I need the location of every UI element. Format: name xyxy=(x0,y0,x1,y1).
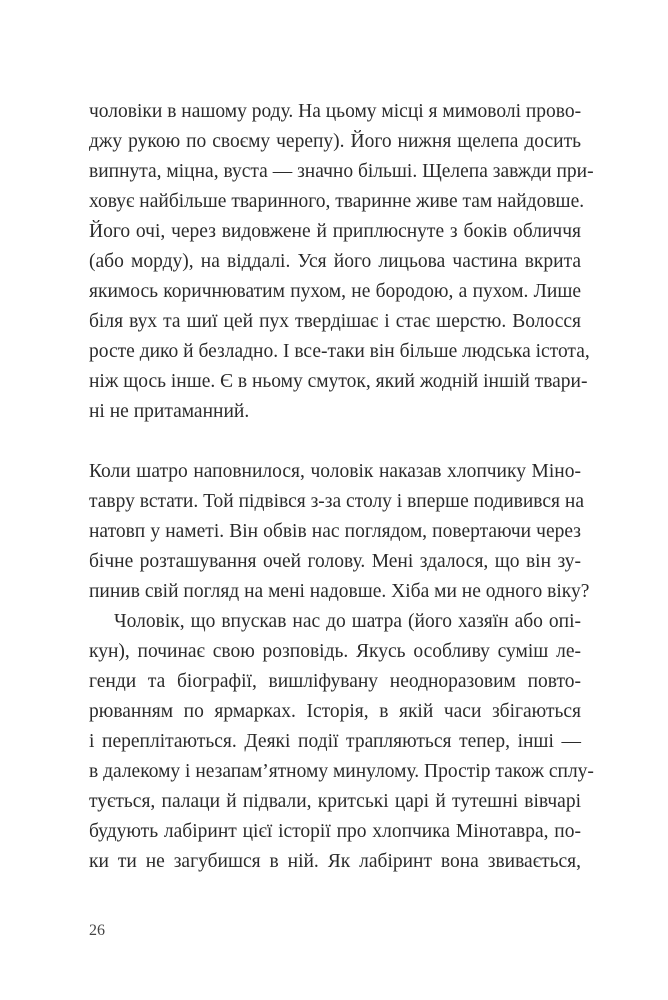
text-line: пинив свій погляд на мені надовше. Хіба ми не одного віку? xyxy=(89,581,590,602)
text-line: тавру встати. Той підвівся з-за столу і вперше подивився на xyxy=(89,491,584,512)
paragraph xyxy=(89,97,594,427)
text-line: ховує найбільше тваринного, тваринне живе там найдовше. xyxy=(89,191,585,212)
text-line: бічне розташування очей голову. Мені здалося, що він зу- xyxy=(89,551,581,572)
text-line: чоловіки в нашому роду. На цьому місці я мимоволі прово- xyxy=(89,101,582,122)
text-line: в далекому і незапам’ятному минулому. Простір також сплу- xyxy=(89,761,594,782)
text-line: і переплітаються. Деякі події трапляються тепер, інші — xyxy=(89,731,581,752)
text-line: рюванням по ярмарках. Історія, в якій часи збігаються xyxy=(89,701,581,722)
text-line: будують лабіринт цієї історії про хлопчика Мінотавра, по- xyxy=(89,821,581,842)
text-line: випнута, міцна, вуста — значно більші. Щелепа завжди при- xyxy=(89,161,594,182)
page-number: 26 xyxy=(89,922,105,939)
paragraph xyxy=(89,607,594,877)
text-line: джу рукою по своєму черепу). Його нижня щелепа досить xyxy=(89,131,581,152)
text-line: кун), починає свою розповідь. Якусь особливу суміш ле- xyxy=(89,641,581,662)
paragraph xyxy=(89,457,590,607)
text-line: якимось коричнюватим пухом, не бородою, а пухом. Лише xyxy=(89,281,581,302)
text-line: (або морду), на віддалі. Уся його лицьова частина вкрита xyxy=(89,251,581,272)
text-line: Коли шатро наповнилося, чоловік наказав хлопчику Міно- xyxy=(89,461,581,482)
text-line: ки ти не загубишся в ній. Як лабіринт вона звивається, xyxy=(89,851,581,872)
text-line: ніж щось інше. Є в ньому смуток, який жодній іншій твари- xyxy=(89,371,588,392)
text-line: Чоловік, що впускав нас до шатра (його хазяїн або опі- xyxy=(114,611,581,632)
section-break xyxy=(89,427,581,457)
text-line: натовп у наметі. Він обвів нас поглядом, повертаючи через xyxy=(89,521,581,542)
text-line: біля вух та шиї цей пух твердішає і стає шерстю. Волосся xyxy=(89,311,581,332)
text-line: генди та біографії, вишліфувану неодноразовим повто- xyxy=(89,671,581,692)
text-line: росте дико й безладно. І все-таки він більше людська істота, xyxy=(89,341,590,362)
body-text xyxy=(89,97,594,877)
text-line: Його очі, через видовжене й приплюснуте з боків обличчя xyxy=(89,221,581,242)
text-line: ні не притаманний. xyxy=(89,401,250,422)
text-line: тується, палаци й підвали, критські царі й тутешні вівчарі xyxy=(89,791,581,812)
